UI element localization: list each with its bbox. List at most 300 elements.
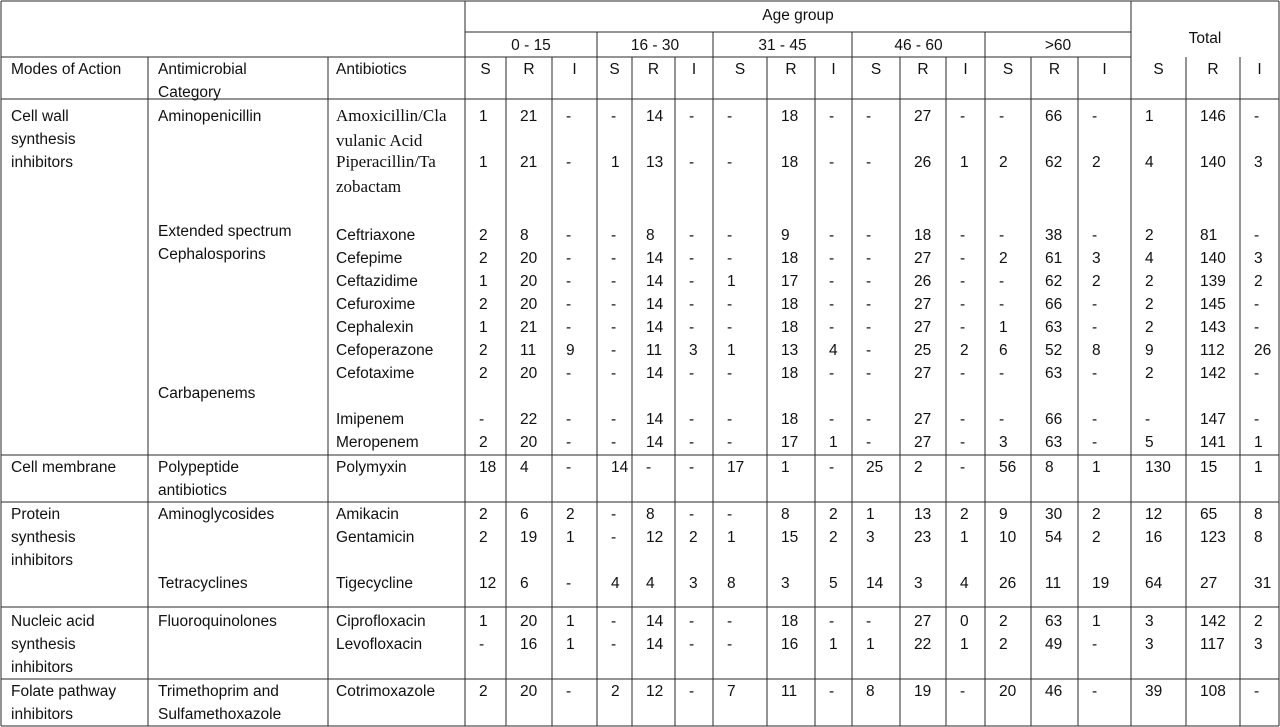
table-cell-value: 27 <box>1200 575 1218 592</box>
table-cell-value: 143 <box>1200 319 1226 336</box>
table-cell-value: - <box>960 227 966 244</box>
table-cell-value: 25 <box>866 459 884 476</box>
table-cell-value: 27 <box>914 250 932 267</box>
table-cell-value: 1 <box>999 319 1008 336</box>
table-cell-value: 49 <box>1045 636 1063 653</box>
sri-header: R <box>1048 61 1061 78</box>
table-cell-value: 13 <box>646 154 664 171</box>
table-cell-value: - <box>646 459 652 476</box>
table-cell-value: - <box>689 459 695 476</box>
antibiotic-name: Cotrimoxazole <box>336 683 436 700</box>
total-header: Total <box>1188 30 1222 47</box>
mode-of-action: Cell wall <box>11 108 69 125</box>
table-cell-value: - <box>611 613 617 630</box>
table-cell-value: 9 <box>566 342 575 359</box>
antimicrobial-category: Cephalosporins <box>158 246 266 263</box>
table-cell-value: 12 <box>646 683 664 700</box>
table-cell-value: 1 <box>960 529 969 546</box>
table-cell-value: - <box>960 683 966 700</box>
antimicrobial-category: Extended spectrum <box>158 223 292 240</box>
table-cell-value: - <box>689 227 695 244</box>
table-cell-value: 3 <box>1145 636 1154 653</box>
sri-header: I <box>831 61 836 78</box>
table-cell-value: - <box>866 273 872 290</box>
table-cell-value: 2 <box>1092 273 1101 290</box>
sri-header: S <box>734 61 746 78</box>
table-cell-value: - <box>727 411 733 428</box>
table-cell-value: 66 <box>1045 411 1063 428</box>
table-cell-value: 140 <box>1200 154 1226 171</box>
table-cell-value: - <box>689 250 695 267</box>
table-cell-value: 1 <box>479 108 488 125</box>
table-cell-value: - <box>866 365 872 382</box>
table-cell-value: 8 <box>1045 459 1054 476</box>
table-cell-value: - <box>689 108 695 125</box>
table-cell-value: 56 <box>999 459 1017 476</box>
table-cell-value: - <box>727 154 733 171</box>
table-cell-value: - <box>960 273 966 290</box>
table-cell-value: 1 <box>1254 459 1263 476</box>
sri-header: S <box>1002 61 1014 78</box>
table-cell-value: 14 <box>646 411 664 428</box>
table-cell-value: 2 <box>479 342 488 359</box>
table-cell-value: 3 <box>1254 154 1263 171</box>
table-cell-value: - <box>689 506 695 523</box>
table-cell-value: - <box>611 342 617 359</box>
table-cell-value: 1 <box>611 154 620 171</box>
age-range-label: 31 - 45 <box>758 37 807 54</box>
antimicrobial-category: Sulfamethoxazole <box>158 706 282 723</box>
table-cell-value: - <box>960 319 966 336</box>
table-cell-value: - <box>566 273 572 290</box>
table-cell-value: 54 <box>1045 529 1063 546</box>
table-cell-value: 140 <box>1200 250 1226 267</box>
table-cell-value: - <box>611 365 617 382</box>
table-cell-value: 2 <box>479 529 488 546</box>
table-cell-value: 3 <box>781 575 790 592</box>
table-cell-value: 27 <box>914 434 932 451</box>
table-cell-value: 2 <box>479 296 488 313</box>
table-cell-value: 14 <box>646 250 664 267</box>
table-cell-value: - <box>999 411 1005 428</box>
table-cell-value: - <box>1254 227 1260 244</box>
table-cell-value: 2 <box>566 506 575 523</box>
table-cell-value: 1 <box>479 319 488 336</box>
table-cell-value: - <box>829 250 835 267</box>
table-cell-value: 14 <box>646 296 664 313</box>
table-cell-value: 25 <box>914 342 932 359</box>
table-cell-value: 62 <box>1045 154 1063 171</box>
table-cell-value: 3 <box>1145 613 1154 630</box>
table-cell-value: 14 <box>646 636 664 653</box>
table-cell-value: 6 <box>520 506 529 523</box>
table-cell-value: 18 <box>781 296 799 313</box>
table-cell-value: - <box>566 296 572 313</box>
table-cell-value: 22 <box>914 636 932 653</box>
mode-of-action: inhibitors <box>11 154 74 171</box>
antibiotic-name: Tigecycline <box>336 575 413 592</box>
modes-of-action-header: Modes of Action <box>11 61 122 78</box>
table-cell-value: 1 <box>479 613 488 630</box>
sri-header: S <box>480 61 491 78</box>
category-header: Category <box>158 84 221 101</box>
table-cell-value: 1 <box>1092 613 1101 630</box>
table-cell-value: 19 <box>520 529 538 546</box>
table-cell-value: 2 <box>1145 365 1154 382</box>
table-cell-value: - <box>960 296 966 313</box>
table-cell-value: 141 <box>1200 434 1226 451</box>
antibiotic-name: zobactam <box>336 177 402 196</box>
antimicrobial-category: Fluoroquinolones <box>158 613 277 630</box>
sri-header: R <box>785 61 797 78</box>
category-header: Antimicrobial <box>158 61 247 78</box>
table-cell-value: - <box>829 227 835 244</box>
table-cell-value: 130 <box>1145 459 1171 476</box>
table-cell-value: 11 <box>1045 575 1062 592</box>
antibiotic-name: Gentamicin <box>336 529 415 546</box>
table-cell-value: 2 <box>1145 296 1154 313</box>
table-cell-value: 20 <box>520 296 538 313</box>
table-cell-value: 2 <box>1145 273 1154 290</box>
table-cell-value: - <box>866 296 872 313</box>
table-cell-value: 26 <box>1254 342 1272 359</box>
table-cell-value: 12 <box>1145 506 1163 523</box>
table-cell-value: 2 <box>829 529 838 546</box>
table-cell-value: 14 <box>646 365 664 382</box>
table-cell-value: 2 <box>914 459 923 476</box>
table-cell-value: 14 <box>646 434 664 451</box>
table-cell-value: 26 <box>914 273 932 290</box>
table-cell-value: - <box>1254 319 1260 336</box>
table-cell-value: 18 <box>781 319 799 336</box>
age-range-label: 0 - 15 <box>511 37 551 54</box>
antibiotic-name: Cefuroxime <box>336 296 416 313</box>
table-cell-value: - <box>727 227 733 244</box>
antimicrobial-category: Aminopenicillin <box>158 108 262 125</box>
table-cell-value: - <box>866 434 872 451</box>
table-cell-value: 145 <box>1200 296 1226 313</box>
table-cell-value: 1 <box>866 636 875 653</box>
table-cell-value: 9 <box>999 506 1008 523</box>
antibiotic-name: vulanic Acid <box>336 131 423 150</box>
table-cell-value: 52 <box>1045 342 1063 359</box>
table-cell-value: - <box>727 319 733 336</box>
table-cell-value: 11 <box>781 683 798 700</box>
table-cell-value: - <box>1254 683 1260 700</box>
table-cell-value: - <box>689 296 695 313</box>
table-cell-value: 20 <box>520 250 538 267</box>
table-cell-value: - <box>960 250 966 267</box>
age-range-label: >60 <box>1044 37 1072 54</box>
table-cell-value: 3 <box>1092 250 1101 267</box>
antibiotic-name: Levofloxacin <box>336 636 423 653</box>
table-cell-value: 2 <box>611 683 620 700</box>
table-cell-value: - <box>866 108 872 125</box>
table-cell-value: 0 <box>960 613 969 630</box>
table-cell-value: 27 <box>914 319 932 336</box>
table-cell-value: 2 <box>1092 506 1101 523</box>
table-cell-value: - <box>566 154 572 171</box>
table-cell-value: - <box>1092 227 1098 244</box>
table-cell-value: 18 <box>781 250 799 267</box>
table-cell-value: 9 <box>1145 342 1154 359</box>
table-cell-value: - <box>1254 108 1260 125</box>
table-cell-value: 9 <box>781 227 790 244</box>
table-cell-value: 2 <box>1254 613 1263 630</box>
table-cell-value: 8 <box>520 227 529 244</box>
table-cell-value: - <box>479 411 485 428</box>
table-cell-value: 112 <box>1200 342 1225 359</box>
table-cell-value: - <box>866 250 872 267</box>
antibiotic-name: Ceftriaxone <box>336 227 416 244</box>
table-cell-value: 14 <box>646 613 664 630</box>
sri-header: R <box>917 61 929 78</box>
table-cell-value: - <box>1092 636 1098 653</box>
table-cell-value: - <box>1092 365 1098 382</box>
table-cell-value: 3 <box>1254 250 1263 267</box>
table-cell-value: - <box>566 411 572 428</box>
table-cell-value: 12 <box>646 529 664 546</box>
table-cell-value: 20 <box>520 273 538 290</box>
table-cell-value: 1 <box>479 154 488 171</box>
table-cell-value: 13 <box>914 506 932 523</box>
table-cell-value: 18 <box>781 108 799 125</box>
sri-header: I <box>963 61 968 78</box>
table-cell-value: - <box>611 108 617 125</box>
table-cell-value: - <box>727 296 733 313</box>
table-cell-value: - <box>960 365 966 382</box>
sri-header: R <box>1207 61 1219 78</box>
table-cell-value: 39 <box>1145 683 1163 700</box>
table-cell-value: 5 <box>1145 434 1154 451</box>
table-cell-value: 19 <box>1092 575 1110 592</box>
table-cell-value: 18 <box>914 227 932 244</box>
table-cell-value: 26 <box>999 575 1017 592</box>
table-cell-value: - <box>829 683 835 700</box>
table-cell-value: - <box>1254 365 1260 382</box>
table-cell-value: 27 <box>914 108 932 125</box>
antibiotics-header: Antibiotics <box>336 61 407 78</box>
table-cell-value: 20 <box>520 683 538 700</box>
antibiotic-name: Ceftazidime <box>336 273 418 290</box>
table-cell-value: 1 <box>566 613 575 630</box>
table-cell-value: 4 <box>960 575 969 592</box>
table-cell-value: 63 <box>1045 434 1063 451</box>
table-cell-value: 1 <box>781 459 790 476</box>
table-cell-value: - <box>999 296 1005 313</box>
table-cell-value: 2 <box>999 250 1008 267</box>
age-range-label: 16 - 30 <box>630 37 680 54</box>
table-cell-value: - <box>829 108 835 125</box>
table-cell-value: 2 <box>1254 273 1263 290</box>
table-cell-value: 14 <box>646 273 664 290</box>
table-cell-value: - <box>829 613 835 630</box>
table-cell-value: - <box>611 506 617 523</box>
table-cell-value: 2 <box>1092 529 1101 546</box>
table-cell-value: - <box>611 411 617 428</box>
table-cell-value: 4 <box>829 342 838 359</box>
table-cell-value: 8 <box>1254 529 1263 546</box>
table-cell-value: - <box>727 250 733 267</box>
table-cell-value: 1 <box>566 636 575 653</box>
table-cell-value: 4 <box>1145 250 1154 267</box>
table-cell-value: 4 <box>520 459 529 476</box>
table-cell-value: - <box>1092 319 1098 336</box>
table-cell-value: 2 <box>479 506 488 523</box>
table-cell-value: - <box>611 636 617 653</box>
antibiotic-name: Polymyxin <box>336 459 407 476</box>
table-cell-value: - <box>960 434 966 451</box>
mode-of-action: Protein <box>11 506 61 523</box>
table-cell-value: 2 <box>1145 227 1154 244</box>
table-cell-value: 2 <box>999 154 1008 171</box>
table-cell-value: - <box>866 342 872 359</box>
sri-header: S <box>609 61 620 78</box>
table-cell-value: - <box>727 636 733 653</box>
table-cell-value: - <box>566 575 572 592</box>
table-cell-value: - <box>727 108 733 125</box>
table-cell-value: 2 <box>999 613 1008 630</box>
table-cell-value: - <box>689 411 695 428</box>
table-cell-value: 63 <box>1045 319 1063 336</box>
table-cell-value: - <box>611 434 617 451</box>
table-cell-value: - <box>566 227 572 244</box>
table-cell-value: 21 <box>520 319 538 336</box>
table-cell-value: 1 <box>727 342 736 359</box>
table-cell-value: - <box>727 434 733 451</box>
table-cell-value: 27 <box>914 613 932 630</box>
table-cell-value: - <box>1145 411 1151 428</box>
table-cell-value: 13 <box>781 342 799 359</box>
table-cell-value: 1 <box>829 434 838 451</box>
mode-of-action: Cell membrane <box>11 459 117 476</box>
table-cell-value: 63 <box>1045 613 1063 630</box>
table-cell-value: 2 <box>1092 154 1101 171</box>
antibiotic-name: Cefoperazone <box>336 342 434 359</box>
table-cell-value: 4 <box>646 575 655 592</box>
table-cell-value: - <box>611 296 617 313</box>
table-cell-value: 20 <box>520 434 538 451</box>
table-cell-value: - <box>829 411 835 428</box>
antimicrobial-category: Trimethoprim and <box>158 683 279 700</box>
sri-header: I <box>1102 61 1107 78</box>
table-text <box>11 7 1271 723</box>
table-cell-value: 2 <box>479 434 488 451</box>
table-cell-value: - <box>727 506 733 523</box>
sri-header: R <box>647 61 660 78</box>
table-cell-value: 8 <box>866 683 875 700</box>
table-cell-value: 147 <box>1200 411 1226 428</box>
table-cell-value: - <box>829 154 835 171</box>
antibiotic-name: Cefotaxime <box>336 365 415 382</box>
table-cell-value: 15 <box>781 529 799 546</box>
table-cell-value: 139 <box>1200 273 1226 290</box>
table-cell-value: 3 <box>689 575 698 592</box>
table-cell-value: 21 <box>520 108 538 125</box>
table-cell-value: - <box>999 273 1005 290</box>
table-cell-value: - <box>1092 683 1098 700</box>
table-cell-value: 3 <box>999 434 1008 451</box>
table-cell-value: - <box>999 227 1005 244</box>
table-cell-value: 142 <box>1200 613 1226 630</box>
table-cell-value: 2 <box>1145 319 1154 336</box>
table-cell-value: - <box>566 250 572 267</box>
table-cell-value: - <box>689 273 695 290</box>
table-cell-value: 16 <box>781 636 799 653</box>
table-cell-value: 17 <box>781 273 799 290</box>
table-cell-value: 14 <box>646 319 664 336</box>
table-cell-value: - <box>611 250 617 267</box>
table-cell-value: 11 <box>646 342 663 359</box>
table-cell-value: 117 <box>1200 636 1225 653</box>
table-cell-value: 4 <box>1145 154 1154 171</box>
table-cell-value: 62 <box>1045 273 1063 290</box>
table-cell-value: - <box>611 227 617 244</box>
table-cell-value: - <box>611 319 617 336</box>
sri-header: R <box>523 61 535 78</box>
table-cell-value: 7 <box>727 683 736 700</box>
antimicrobial-category: Carbapenems <box>158 385 256 402</box>
antimicrobial-category: Polypeptide <box>158 459 240 476</box>
table-cell-value: 5 <box>829 575 838 592</box>
table-cell-value: - <box>1254 411 1260 428</box>
table-cell-value: 65 <box>1200 506 1218 523</box>
table-cell-value: 8 <box>646 506 655 523</box>
table-cell-value: 26 <box>914 154 932 171</box>
table-cell-value: 17 <box>781 434 799 451</box>
mode-of-action: inhibitors <box>11 706 74 723</box>
table-cell-value: 1 <box>960 154 969 171</box>
antibiotic-name: Meropenem <box>336 434 419 451</box>
table-cell-value: 2 <box>829 506 838 523</box>
table-cell-value: - <box>566 319 572 336</box>
table-cell-value: - <box>960 411 966 428</box>
table-cell-value: - <box>727 365 733 382</box>
table-cell-value: 1 <box>479 273 488 290</box>
table-cell-value: 1 <box>727 273 736 290</box>
table-cell-value: - <box>611 273 617 290</box>
sri-header: S <box>1153 61 1164 78</box>
table-cell-value: 1 <box>1092 459 1101 476</box>
table-cell-value: 18 <box>781 613 799 630</box>
table-cell-value: - <box>689 434 695 451</box>
table-cell-value: - <box>1092 411 1098 428</box>
table-cell-value: - <box>829 319 835 336</box>
table-cell-value: 11 <box>520 342 537 359</box>
table-cell-value: - <box>866 411 872 428</box>
table-cell-value: - <box>727 613 733 630</box>
table-cell-value: - <box>689 319 695 336</box>
mode-of-action: inhibitors <box>11 659 74 676</box>
table-cell-value: - <box>866 613 872 630</box>
table-cell-value: 1 <box>727 529 736 546</box>
mode-of-action: synthesis <box>11 131 76 148</box>
table-cell-value: - <box>566 459 572 476</box>
table-cell-value: 3 <box>866 529 875 546</box>
table-cell-value: 30 <box>1045 506 1063 523</box>
table-cell-value: - <box>566 434 572 451</box>
antimicrobial-category: Tetracyclines <box>158 575 248 592</box>
table-cell-value: - <box>866 319 872 336</box>
table-cell-value: 31 <box>1254 575 1272 592</box>
table-cell-value: 27 <box>914 411 932 428</box>
table-cell-value: 20 <box>520 365 538 382</box>
table-cell-value: 123 <box>1200 529 1226 546</box>
table-cell-value: 4 <box>611 575 620 592</box>
antibiotic-name: Cephalexin <box>336 319 414 336</box>
table-cell-value: 146 <box>1200 108 1226 125</box>
mode-of-action: Folate pathway <box>11 683 117 700</box>
